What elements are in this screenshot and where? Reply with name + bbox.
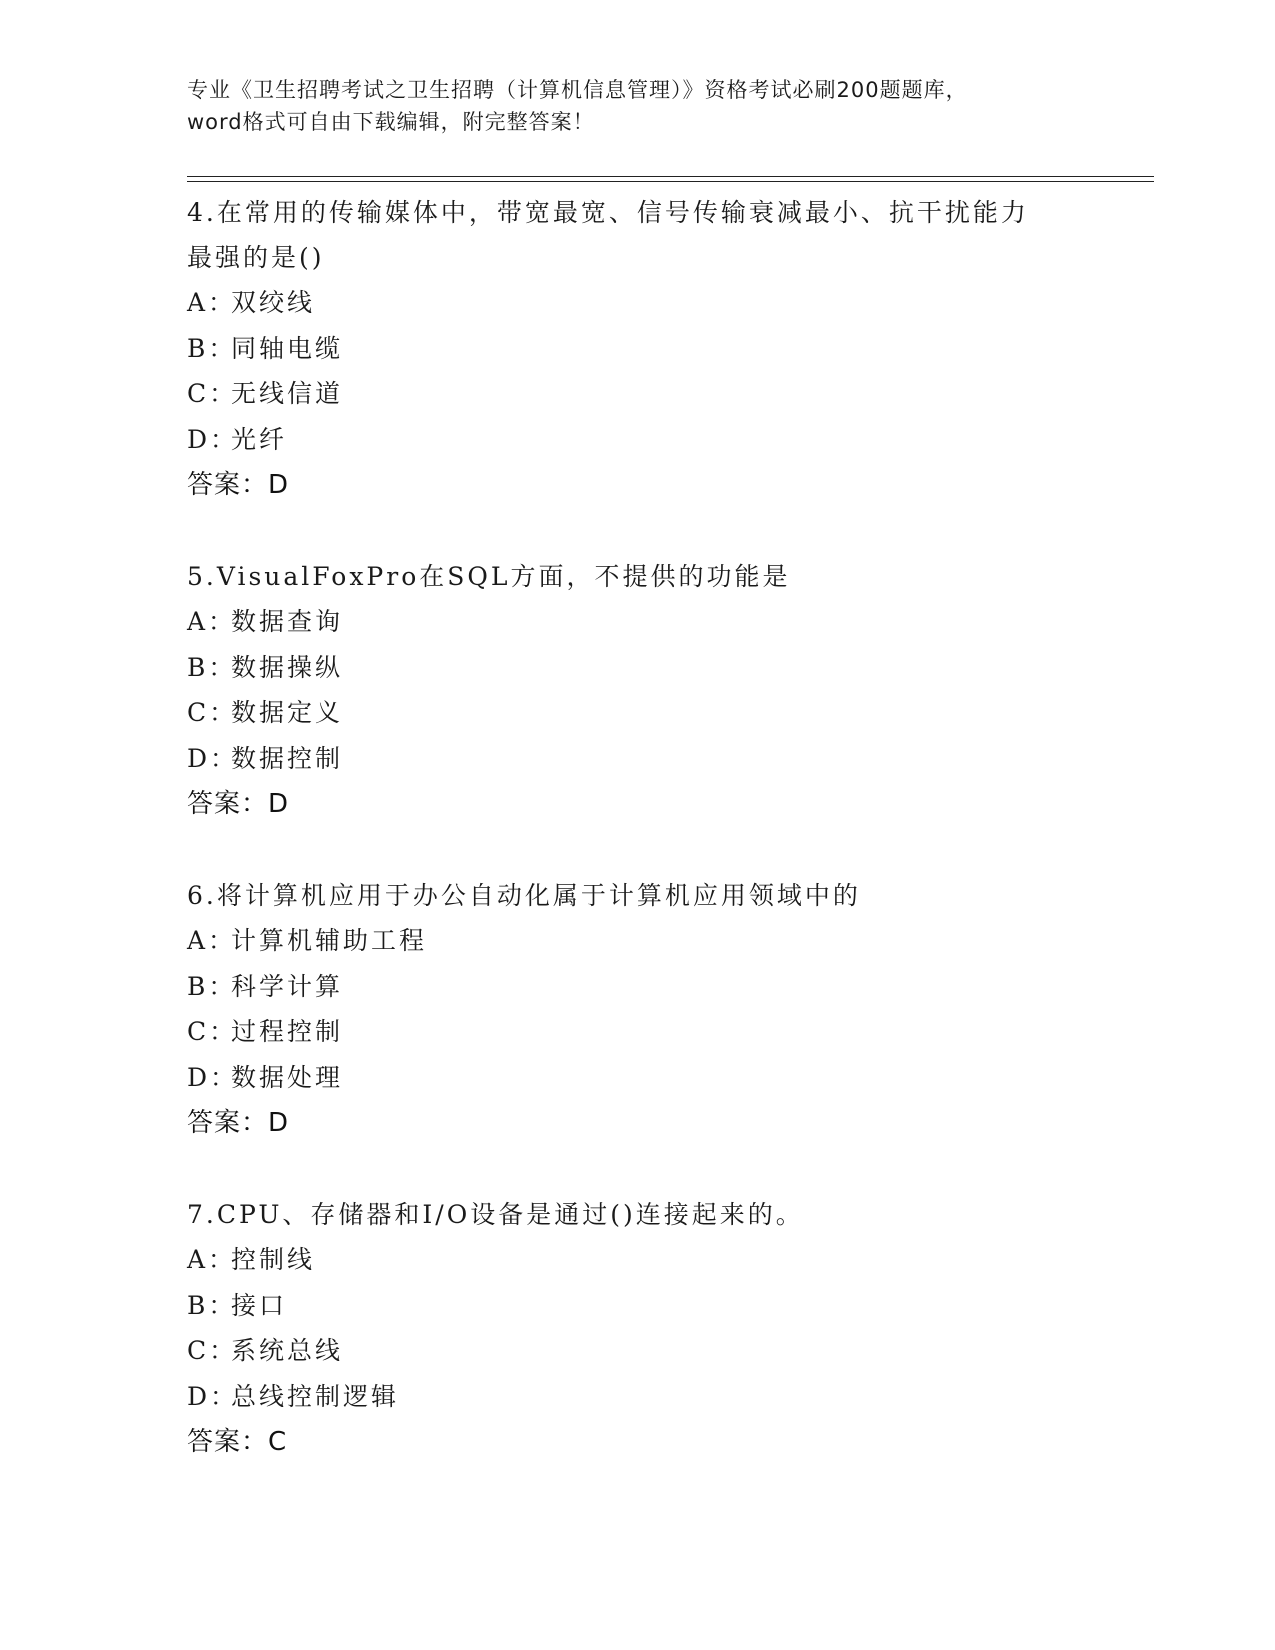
option-key: C： — [187, 698, 238, 727]
option-key: C： — [187, 1336, 238, 1365]
question-item — [187, 1192, 1147, 1465]
option-text: 接口 — [231, 1290, 288, 1320]
question-item — [187, 190, 1147, 508]
option-key: A： — [187, 607, 237, 636]
option-text: 无线信道 — [231, 379, 344, 408]
option-d — [187, 1055, 1147, 1101]
option-a — [187, 1237, 1147, 1283]
option-a — [187, 918, 1147, 964]
option-key: D： — [187, 1381, 239, 1411]
option-text: 控制线 — [231, 1245, 316, 1274]
option-key: B： — [187, 971, 237, 1001]
option-key: A： — [187, 926, 237, 955]
option-d — [187, 736, 1147, 782]
answer-line: 答案：C — [187, 1427, 288, 1457]
option-text: 科学计算 — [231, 971, 344, 1001]
document-header — [187, 74, 1087, 138]
answer-line: 答案：D — [187, 470, 290, 500]
option-text: 过程控制 — [231, 1017, 344, 1046]
question-stem — [187, 1192, 1147, 1237]
option-text: 光纤 — [231, 424, 288, 454]
option-text: 总线控制逻辑 — [231, 1381, 400, 1411]
question-stem-line: 5.VisualFoxPro在SQL方面，不提供的功能是 — [187, 562, 791, 591]
question-stem — [187, 873, 1147, 918]
option-key: B： — [187, 1290, 237, 1320]
option-text: 计算机辅助工程 — [231, 926, 428, 955]
question-stem-line: 7.CPU、存储器和I/O设备是通过()连接起来的。 — [187, 1200, 804, 1229]
option-b — [187, 645, 1147, 691]
option-key: D： — [187, 743, 239, 773]
option-b — [187, 326, 1147, 372]
option-text: 数据操纵 — [231, 652, 344, 682]
option-text: 数据查询 — [231, 607, 344, 636]
option-text: 同轴电缆 — [231, 333, 344, 363]
option-b — [187, 964, 1147, 1010]
option-d — [187, 1374, 1147, 1420]
option-text: 系统总线 — [231, 1336, 344, 1365]
option-c — [187, 1009, 1147, 1055]
question-stem — [187, 554, 1147, 599]
answer-line: 答案：D — [187, 1108, 290, 1138]
option-c — [187, 690, 1147, 736]
option-key: C： — [187, 379, 238, 408]
option-b — [187, 1283, 1147, 1329]
question-stem-line: 最强的是() — [187, 243, 325, 272]
header-title-line-2: word格式可自由下载编辑，附完整答案！ — [187, 110, 595, 134]
question-stem-line: 6.将计算机应用于办公自动化属于计算机应用领域中的 — [187, 881, 861, 910]
option-text: 数据控制 — [231, 743, 344, 773]
question-stem-line: 4.在常用的传输媒体中，带宽最宽、信号传输衰减最小、抗干扰能力 — [187, 198, 1029, 227]
option-c — [187, 371, 1147, 417]
option-key: B： — [187, 652, 237, 682]
question-item — [187, 873, 1147, 1146]
option-text: 数据处理 — [231, 1062, 344, 1092]
question-item — [187, 554, 1147, 827]
option-text: 双绞线 — [231, 288, 316, 317]
option-a — [187, 280, 1147, 326]
question-list — [187, 190, 1147, 1511]
option-text: 数据定义 — [231, 698, 344, 727]
answer-line: 答案：D — [187, 789, 290, 819]
header-divider-bottom — [187, 181, 1154, 182]
option-key: C： — [187, 1017, 238, 1046]
header-title-line-1: 专业《卫生招聘考试之卫生招聘（计算机信息管理）》资格考试必刷200题题库， — [187, 78, 968, 102]
option-d — [187, 417, 1147, 463]
option-key: D： — [187, 1062, 239, 1092]
option-key: D： — [187, 424, 239, 454]
header-divider-top — [187, 176, 1154, 177]
option-key: A： — [187, 288, 237, 317]
option-key: B： — [187, 333, 237, 363]
question-stem — [187, 190, 1147, 280]
option-a — [187, 599, 1147, 645]
option-key: A： — [187, 1245, 237, 1274]
option-c — [187, 1328, 1147, 1374]
